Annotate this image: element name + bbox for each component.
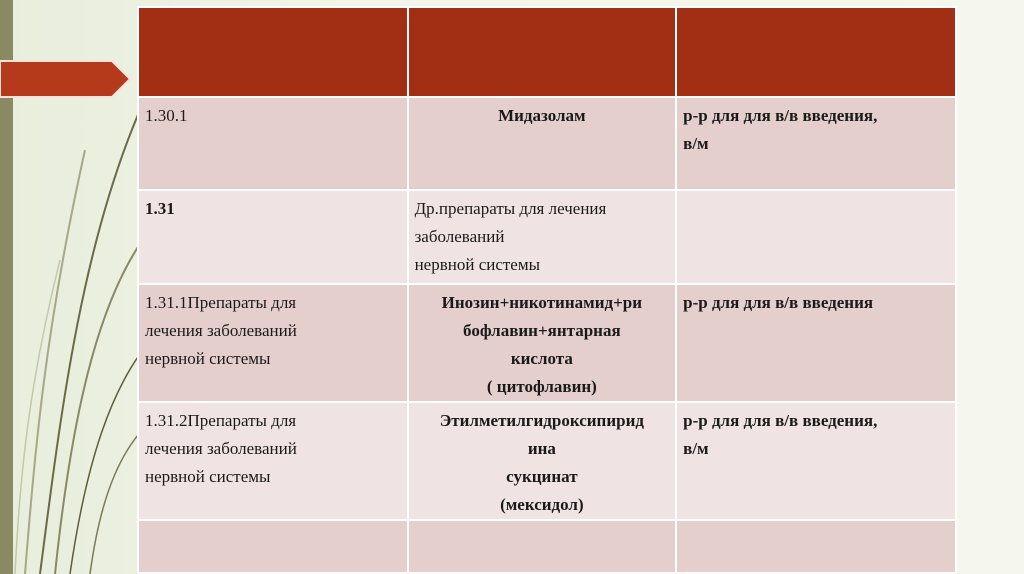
drug-table (137, 6, 957, 574)
code-cell (138, 520, 408, 573)
arrow-marker-icon (0, 59, 132, 99)
drug-name-cell (408, 520, 677, 573)
code-cell: 1.31.1Препараты для лечения заболеваний нервной системы (138, 284, 408, 402)
header-cell (408, 7, 677, 97)
table-row (138, 190, 956, 284)
form-cell (676, 520, 956, 573)
table-row (138, 284, 956, 402)
table-row (138, 402, 956, 520)
form-cell: р-р для для в/в введения (676, 284, 956, 402)
form-cell: р-р для для в/в введения, в/м (676, 97, 956, 190)
drug-name-cell: Др.препараты для лечения заболеваний нервной системы (408, 190, 677, 284)
drug-name-cell: Мидазолам (408, 97, 677, 190)
code-cell: 1.31 (138, 190, 408, 284)
form-cell (676, 190, 956, 284)
table-row (138, 97, 956, 190)
drug-name-cell: Инозин+никотинамид+ри бофлавин+янтарная кислота ( цитофлавин) (408, 284, 677, 402)
drug-name-cell: Этилметилгидроксипирид ина сукцинат (мексидол) (408, 402, 677, 520)
code-cell: 1.31.2Препараты для лечения заболеваний нервной системы (138, 402, 408, 520)
header-cell (676, 7, 956, 97)
code-cell: 1.30.1 (138, 97, 408, 190)
table-row (138, 520, 956, 573)
form-cell: р-р для для в/в введения, в/м (676, 402, 956, 520)
header-cell (138, 7, 408, 97)
table-header-row (138, 7, 956, 97)
